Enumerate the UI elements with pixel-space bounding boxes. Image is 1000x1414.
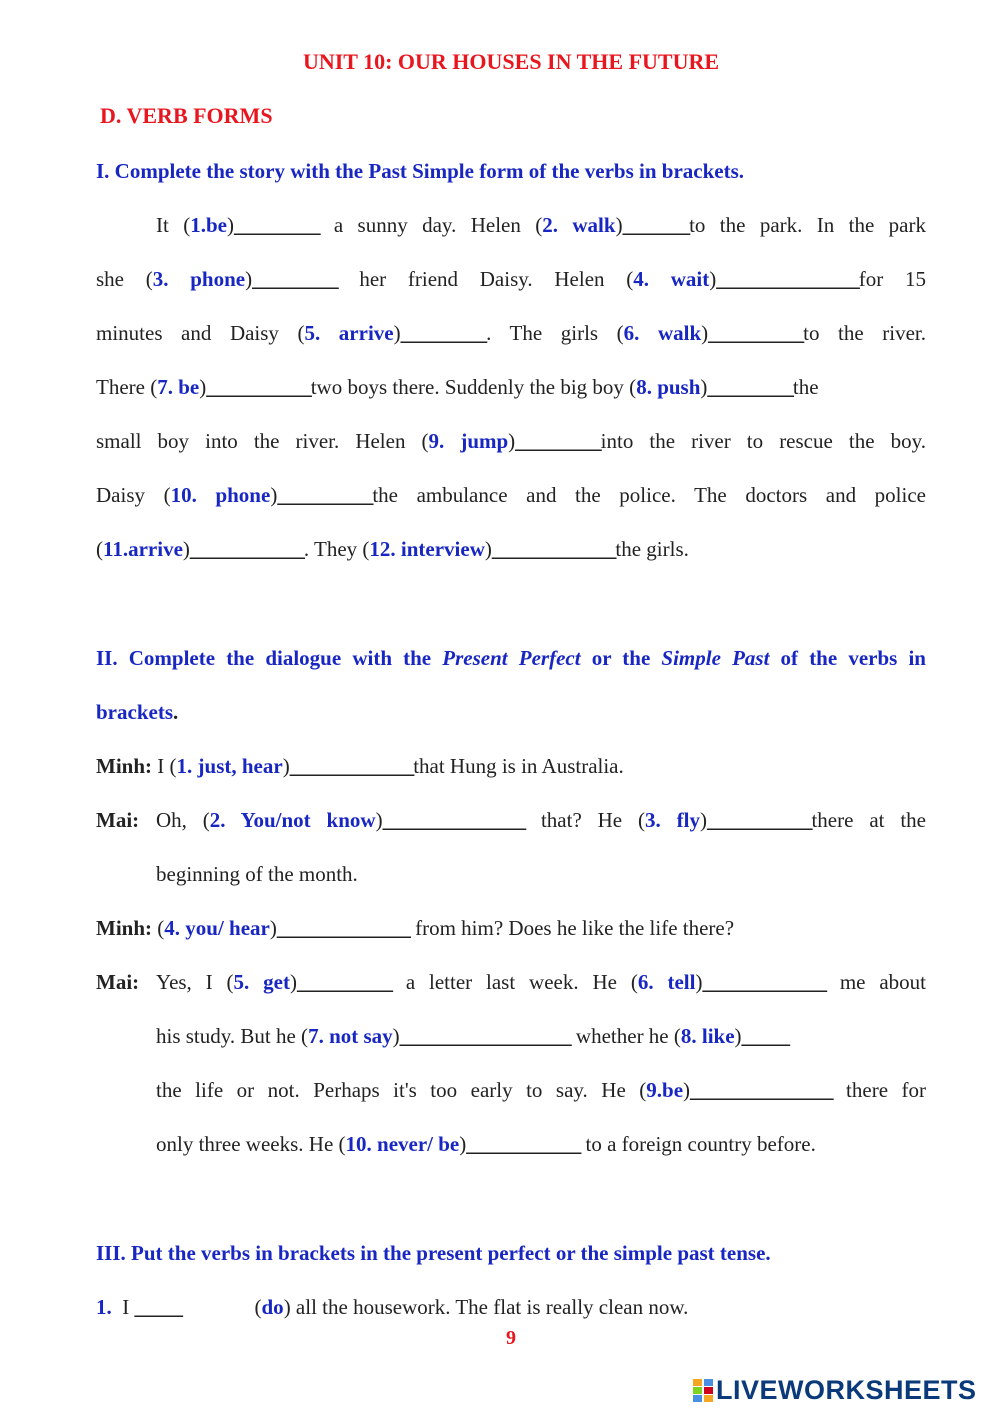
dialogue-line-2b: beginning of the month.: [156, 862, 358, 886]
answer-blank[interactable]: _______: [622, 213, 690, 237]
ex1-line2: she (3. phone)_________ her friend Daisy. Helen (4. wait)_______________for 15: [96, 267, 926, 291]
ex1-line4: There (7. be)___________two boys there. Suddenly the big boy (8. push)_________the: [96, 375, 819, 399]
speaker-name: Minh:: [96, 916, 153, 940]
answer-blank[interactable]: _____: [134, 1295, 182, 1319]
answer-blank[interactable]: ______________: [276, 916, 410, 940]
answer-blank[interactable]: _____________: [491, 537, 616, 561]
question-number: 1.: [96, 1295, 112, 1319]
answer-blank[interactable]: ____________: [466, 1132, 581, 1156]
ex1-line7: (11.arrive)____________. They (12. interview)_____________the girls.: [96, 537, 689, 561]
dialogue-line-2: Mai: Oh, (2. You/not know)_______________ that? He (3. fly)___________there at the: [96, 808, 927, 832]
section-title: D. VERB FORMS: [100, 103, 273, 128]
answer-blank[interactable]: ___________: [206, 375, 311, 399]
ex3-question-1: 1. I _____ (do) all the housework. The flat is really clean now.: [96, 1295, 689, 1319]
answer-blank[interactable]: _____________: [289, 754, 414, 778]
answer-blank[interactable]: _______________: [382, 808, 526, 832]
answer-blank[interactable]: _________: [252, 267, 338, 291]
liveworksheets-icon: [692, 1377, 714, 1403]
answer-blank[interactable]: _________: [707, 375, 793, 399]
ex1-heading: I. Complete the story with the Past Simple form of the verbs in brackets.: [96, 159, 744, 183]
ex1-line5: small boy into the river. Helen (9. jump)_________into the river to rescue the boy.: [96, 429, 926, 453]
page-number: 9: [506, 1327, 516, 1349]
ex1-line6: Daisy (10. phone)__________the ambulance and the police. The doctors and police: [96, 483, 926, 507]
speaker-name: Minh:: [96, 754, 153, 778]
unit-title: UNIT 10: OUR HOUSES IN THE FUTURE: [302, 49, 720, 74]
answer-blank[interactable]: _________: [233, 213, 320, 237]
dialogue-line-3: Minh: (4. you/ hear)______________ from him? Does he like the life there?: [96, 916, 735, 940]
answer-blank[interactable]: __________________: [399, 1024, 571, 1048]
answer-blank[interactable]: _______________: [716, 267, 859, 291]
ex1-line3: minutes and Daisy (5. arrive)_________. The girls (6. walk)__________to the river.: [96, 321, 926, 345]
liveworksheets-logo: [692, 1375, 977, 1405]
answer-blank[interactable]: _______________: [690, 1078, 833, 1102]
dialogue-line-4: Mai: Yes, I (5. get)__________ a letter last week. He (6. tell)_____________ me about: [96, 970, 926, 994]
speaker-name: Mai:: [96, 808, 140, 832]
answer-blank[interactable]: _____________: [702, 970, 826, 994]
dialogue-line-1: Minh: I (1. just, hear)_____________that Hung is in Australia.: [96, 754, 624, 778]
answer-blank[interactable]: __________: [708, 321, 804, 345]
ex1-line1: It (1.be)_________ a sunny day. Helen (2. walk)_______to the park. In the park: [156, 213, 926, 237]
answer-blank[interactable]: ____________: [189, 537, 304, 561]
speaker-name: Mai:: [96, 970, 140, 994]
ex3-heading: III. Put the verbs in brackets in the present perfect or the simple past tense.: [96, 1241, 771, 1265]
ex2-heading: II. Complete the dialogue with the Present Perfect or the Simple Past of the verbs in: [96, 646, 926, 670]
answer-blank[interactable]: __________: [277, 483, 373, 507]
answer-blank[interactable]: __________: [296, 970, 392, 994]
answer-blank[interactable]: _________: [400, 321, 487, 345]
dialogue-line-4b: his study. But he (7. not say)__________________ whether he (8. like)_____: [156, 1024, 790, 1048]
answer-blank[interactable]: _____: [741, 1024, 790, 1048]
answer-blank[interactable]: ___________: [706, 808, 812, 832]
logo-text: LIVEWORKSHEETS: [716, 1374, 977, 1405]
ex2-heading-line2: brackets.: [96, 700, 179, 724]
answer-blank[interactable]: _________: [515, 429, 601, 453]
dialogue-line-4d: only three weeks. He (10. never/ be)____________ to a foreign country before.: [156, 1132, 816, 1156]
dialogue-line-4c: the life or not. Perhaps it's too early to say. He (9.be)_______________ there for: [156, 1078, 926, 1102]
